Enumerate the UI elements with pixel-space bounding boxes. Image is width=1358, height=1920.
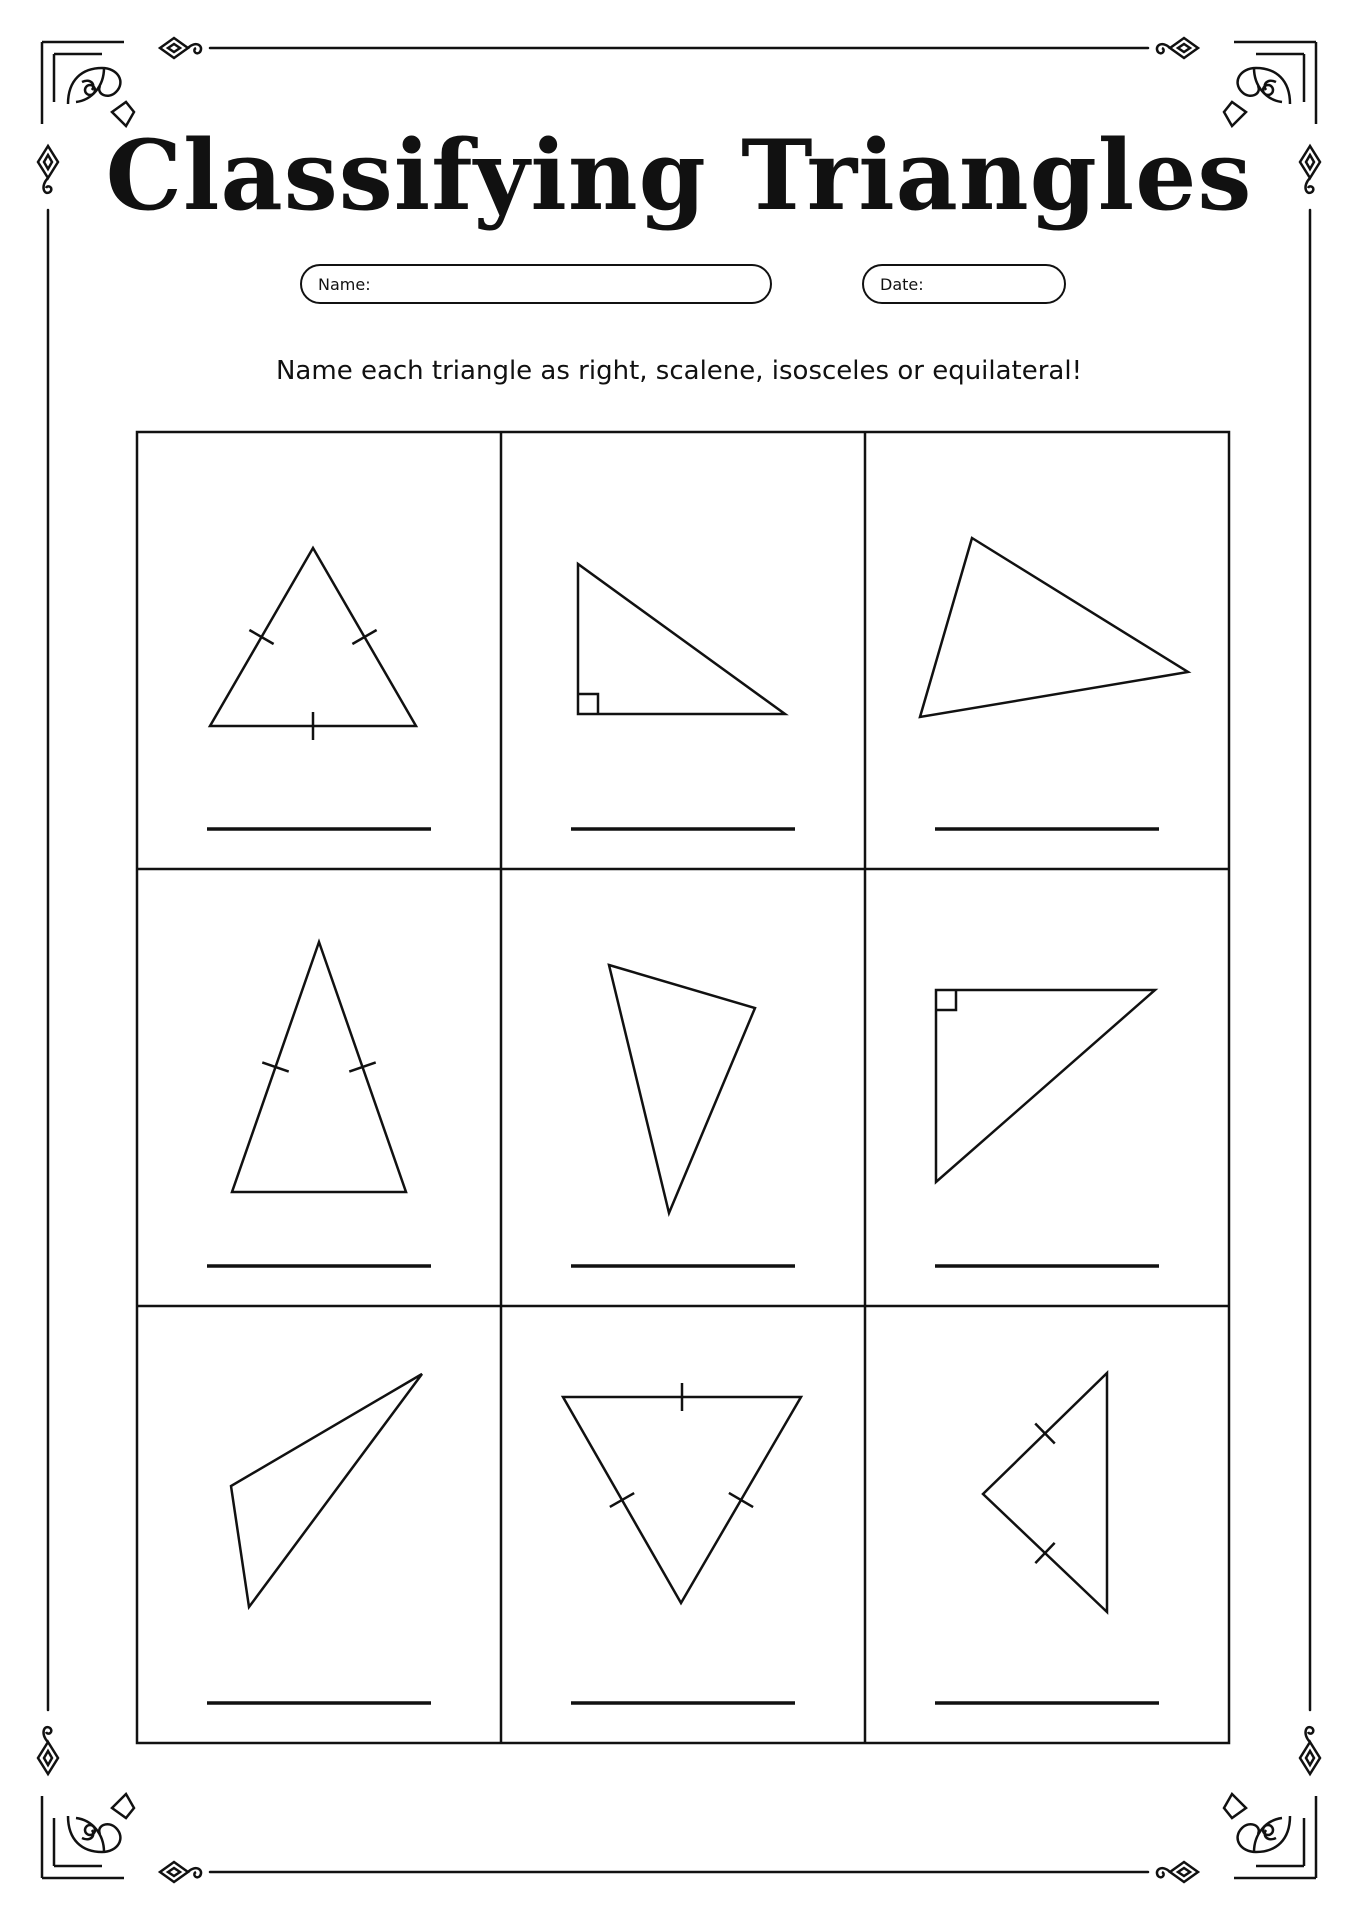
triangle-outline — [920, 538, 1188, 717]
right-angle-mark — [578, 694, 598, 714]
tick-mark — [610, 1493, 634, 1507]
triangle-outline — [983, 1373, 1107, 1612]
triangle-3 — [920, 538, 1188, 717]
triangle-9 — [983, 1373, 1107, 1612]
triangle-2 — [578, 564, 785, 714]
triangle-outline — [210, 548, 416, 726]
triangle-1 — [210, 548, 416, 740]
triangle-outline — [578, 564, 785, 714]
tick-mark — [352, 630, 376, 644]
tick-mark — [249, 630, 273, 644]
triangle-outline — [936, 990, 1155, 1182]
page-title: Classifying Triangles — [105, 119, 1253, 232]
name-label: Name: — [318, 275, 371, 294]
triangle-5 — [609, 965, 755, 1213]
triangle-7 — [231, 1374, 422, 1607]
date-label: Date: — [880, 275, 924, 294]
triangle-outline — [563, 1397, 801, 1603]
triangle-4 — [232, 942, 406, 1192]
grid-outline — [137, 432, 1229, 1743]
triangle-6 — [936, 990, 1155, 1182]
instructions: Name each triangle as right, scalene, isosceles or equilateral! — [275, 356, 1083, 386]
tick-mark — [729, 1493, 753, 1507]
right-angle-mark — [936, 990, 956, 1010]
triangle-outline — [232, 942, 406, 1192]
triangle-outline — [231, 1374, 422, 1607]
triangle-8 — [563, 1383, 801, 1603]
triangle-outline — [609, 965, 755, 1213]
